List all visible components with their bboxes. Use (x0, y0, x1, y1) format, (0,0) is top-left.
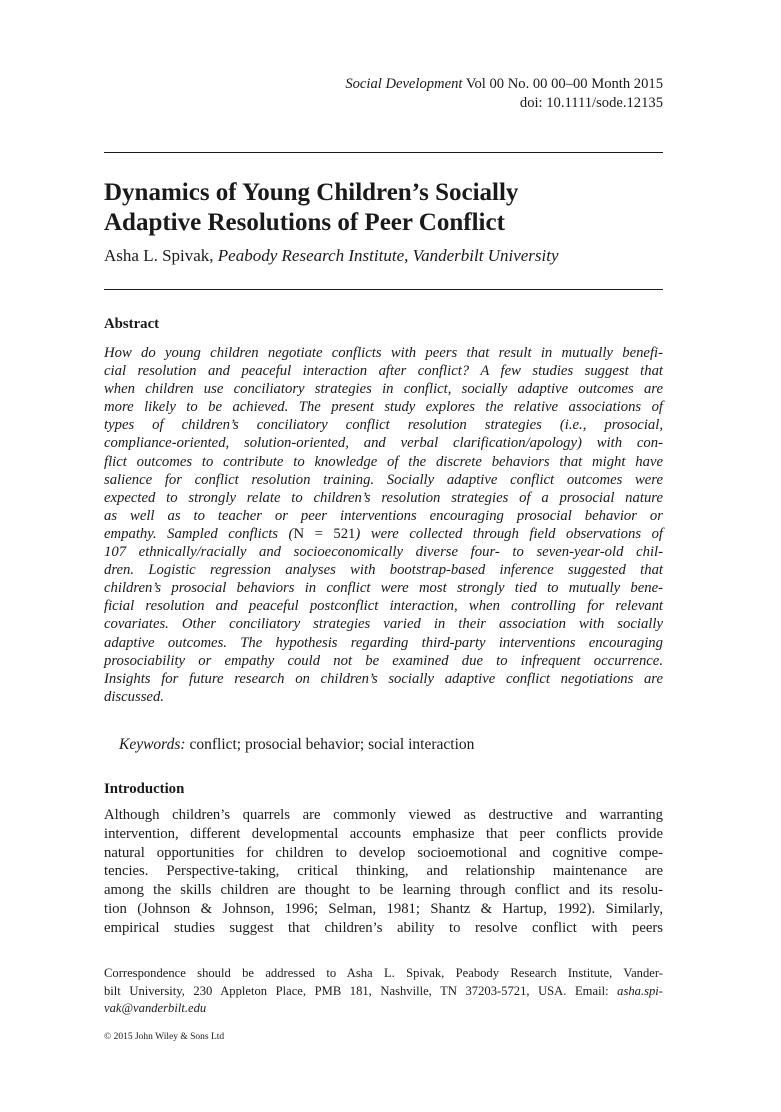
abstract-line: as well as to teacher or peer interventions encouraging prosocial behavior or (104, 507, 663, 524)
title-rule (104, 289, 663, 290)
author-name: Asha L. Spivak, (104, 246, 214, 265)
abstract-line-start: empathy. Sampled conflicts ( (104, 525, 294, 542)
title-line: Adaptive Resolutions of Peer Conflict (104, 209, 505, 236)
email-link[interactable]: asha.spi- (617, 983, 663, 998)
abstract-heading: Abstract (104, 316, 160, 332)
intro-line: empirical studies suggest that children’s ability to resolve conflict with peers (104, 919, 663, 936)
abstract-line: 107 ethnically/racially and socioeconomically diverse four- to seven-year-old chil- (104, 544, 663, 561)
intro-line: intervention, different developmental accounts emphasize that peer conflicts provide (104, 825, 663, 842)
sample-size: N = 521 (293, 525, 356, 542)
title-line: Dynamics of Young Children’s Socially (104, 179, 519, 206)
correspondence-line (104, 1000, 663, 1018)
correspondence-text: bilt University, 230 Appleton Place, PMB 181, Nashville, TN 37203-5721, USA. Email: (104, 983, 609, 998)
abstract-line: ficial resolution and peaceful postconflict interaction, when controlling for relevant (104, 598, 663, 615)
copyright-notice: © 2015 John Wiley & Sons Ltd (104, 1032, 225, 1042)
intro-line: natural opportunities for children to develop socioemotional and cognitive compe- (104, 844, 663, 861)
abstract-line: How do young children negotiate conflicts with peers that result in mutually benefi- (104, 345, 663, 361)
doi[interactable]: doi: 10.1111/sode.12135 (519, 95, 663, 111)
intro-line: Although children’s quarrels are commonly viewed as destructive and warranting (104, 807, 663, 823)
abstract-line: compliance-oriented, solution-oriented, and verbal clarification/apology) with con- (104, 435, 663, 452)
top-rule (104, 152, 663, 153)
intro-line: tencies. Perspective-taking, critical thinking, and relationship maintenance are (104, 863, 663, 880)
abstract-line: types of children’s conciliatory conflict resolution strategies (i.e., prosocial, (104, 417, 663, 434)
abstract-line: more likely to be achieved. The present study explores the relative associations of (104, 399, 663, 416)
correspondence-line (104, 983, 663, 1001)
introduction-body (104, 806, 663, 938)
abstract-line: Insights for future research on children’s socially adaptive conflict negotiations are (104, 670, 663, 687)
abstract-line: prosociability or empathy could not be examined due to infrequent occurrence. (104, 652, 663, 669)
abstract-line: when children use conciliatory strategies in conflict, socially adaptive outcomes are (104, 381, 663, 398)
abstract-line: children’s prosocial behaviors in conflict were most strongly tied to mutually bene- (104, 580, 663, 597)
journal-name: Social Development (345, 76, 463, 92)
abstract-line: flict outcomes to contribute to knowledge of the discrete behaviors that might have (104, 453, 663, 470)
author-affiliation: Peabody Research Institute, Vanderbilt University (217, 246, 559, 265)
abstract-line: dren. Logistic regression analyses with bootstrap-based inference suggested that (104, 562, 663, 579)
abstract-body (104, 344, 663, 706)
keywords-label: Keywords: (119, 736, 186, 753)
abstract-line: expected to strongly relate to children’s resolution strategies of a prosocial nature (104, 489, 663, 506)
correspondence-line: Correspondence should be addressed to Asha L. Spivak, Peabody Research Institute, Vander- (104, 966, 663, 980)
abstract-line-end: ) were collected through field observations of (355, 525, 664, 542)
abstract-line: cial resolution and peaceful interaction after conflict? A few studies suggest that (104, 363, 663, 380)
author-line (104, 245, 559, 267)
abstract-line: adaptive outcomes. The hypothesis regarding third-party interventions encouraging (104, 634, 663, 651)
email-link-cont[interactable]: vak@vanderbilt.edu (104, 1001, 207, 1015)
abstract-line: covariates. Other conciliatory strategies varied in their association with socially (104, 616, 663, 633)
abstract-line: salience for conflict resolution training. Socially adaptive conflict outcomes were (104, 471, 663, 488)
abstract-line (104, 525, 663, 543)
journal-citation (345, 75, 663, 94)
intro-line: among the skills children are thought to be learning through conflict and its resolu- (104, 882, 663, 899)
running-header (345, 75, 663, 113)
intro-line: tion (Johnson & Johnson, 1996; Selman, 1981; Shantz & Hartup, 1992). Similarly, (104, 900, 663, 917)
article-title (104, 178, 663, 238)
volume-info: Vol 00 No. 00 00–00 Month 2015 (465, 76, 663, 92)
keywords-list: conflict; prosocial behavior; social interaction (189, 736, 475, 753)
abstract-line: discussed. (104, 688, 164, 705)
introduction-heading: Introduction (104, 781, 185, 797)
keywords (119, 735, 474, 755)
correspondence-note (104, 965, 663, 1018)
